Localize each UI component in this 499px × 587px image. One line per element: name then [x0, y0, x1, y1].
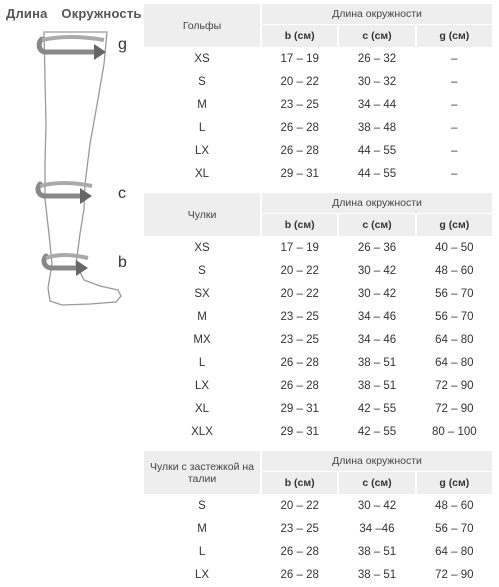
column-header: c (см) [339, 25, 414, 47]
measure-cell: 64 – 80 [435, 334, 474, 346]
length-label: Длина [6, 6, 48, 21]
measure-cell: 23 – 25 [280, 523, 319, 535]
table-row [144, 94, 492, 116]
diagram-header [6, 6, 142, 21]
size-cell: S [198, 76, 206, 88]
measure-cell: 48 – 60 [435, 265, 474, 277]
size-cell: XS [194, 53, 210, 65]
table-row [144, 163, 492, 185]
table-row [144, 398, 492, 420]
table-row [144, 421, 492, 443]
measure-cell: 56 – 70 [435, 288, 474, 300]
measure-cell: 42 – 55 [357, 426, 397, 438]
group-name: Гольфы [144, 4, 260, 47]
measure-cell: 26 – 28 [280, 357, 319, 369]
table-row [144, 117, 492, 139]
size-cell: LX [194, 380, 210, 392]
table-row [144, 518, 492, 540]
measure-cell: 26 – 28 [280, 569, 319, 581]
measure-cell: 40 – 50 [435, 242, 474, 254]
measure-cell: 64 – 80 [435, 546, 474, 558]
measure-cell: 26 – 32 [357, 53, 397, 65]
group-title: Длина окружности [262, 451, 492, 471]
size-cell: XL [194, 403, 210, 415]
table-row [144, 375, 492, 397]
group-header-row [144, 4, 492, 24]
measure-cell: 29 – 31 [280, 168, 319, 180]
measure-cell: 26 – 36 [357, 242, 397, 254]
table-row [144, 48, 492, 70]
table-row [144, 260, 492, 282]
table-row [144, 352, 492, 374]
size-cell: M [197, 99, 207, 111]
label-b: b [118, 254, 127, 271]
table-row [144, 71, 492, 93]
column-header: b (см) [262, 214, 337, 236]
group-name: Чулки [144, 193, 260, 236]
size-cell: XL [194, 168, 210, 180]
measure-cell: 30 – 42 [357, 500, 397, 512]
group-separator [144, 186, 492, 192]
circumference-label: Окружность [61, 6, 142, 21]
measure-cell: 34 – 46 [357, 334, 397, 346]
group-header-row [144, 451, 492, 471]
measure-cell: 26 – 28 [280, 546, 319, 558]
measure-cell: 72 – 90 [435, 380, 474, 392]
size-cell: MX [193, 334, 211, 346]
column-header: b (см) [262, 25, 337, 47]
leg-diagram [0, 24, 135, 314]
group-header-row [144, 193, 492, 213]
column-header: g (см) [417, 25, 492, 47]
measure-cell: 30 – 42 [357, 288, 397, 300]
measure-cell: 30 – 32 [357, 76, 397, 88]
column-header: c (см) [339, 472, 414, 494]
measure-cell: 20 – 22 [280, 265, 319, 277]
size-cell: LX [194, 569, 210, 581]
measure-cell: – [451, 99, 458, 111]
measure-cell: 72 – 90 [435, 403, 474, 415]
measure-cell: – [451, 122, 458, 134]
measure-cell: – [451, 53, 458, 65]
measure-cell: – [451, 145, 458, 157]
measure-cell: 20 – 22 [280, 288, 319, 300]
size-cell: XS [194, 242, 210, 254]
measure-cell: 44 – 55 [357, 168, 397, 180]
measure-cell: 72 – 90 [435, 569, 474, 581]
table-row [144, 329, 492, 351]
measure-cell: 23 – 25 [280, 99, 319, 111]
measure-cell: 38 – 48 [357, 122, 397, 134]
column-header: b (см) [262, 472, 337, 494]
size-cell: M [197, 311, 207, 323]
label-g: g [118, 36, 127, 53]
size-table [142, 3, 494, 587]
measure-cell: 38 – 51 [357, 380, 397, 392]
column-header: c (см) [339, 214, 414, 236]
measure-cell: 56 – 70 [435, 523, 474, 535]
measure-cell: 38 – 51 [357, 546, 397, 558]
measure-cell: 38 – 51 [357, 357, 397, 369]
label-c: c [118, 185, 126, 202]
size-cell: L [198, 357, 206, 369]
measure-cell: 34 – 46 [357, 311, 397, 323]
table-row [144, 237, 492, 259]
size-cell: S [198, 265, 206, 277]
table-row [144, 495, 492, 517]
measure-cell: 38 – 51 [357, 569, 397, 581]
table-row [144, 541, 492, 563]
leg-outline [44, 32, 121, 305]
group-title: Длина окружности [262, 193, 492, 213]
group-title: Длина окружности [262, 4, 492, 24]
table-row [144, 140, 492, 162]
measure-cell: 20 – 22 [280, 76, 319, 88]
measure-cell: 56 – 70 [435, 311, 474, 323]
measure-cell: 48 – 60 [435, 500, 474, 512]
measure-cell: 26 – 28 [280, 380, 319, 392]
group-name: Чулки с застежкой на талии [144, 451, 260, 494]
measure-cell: – [451, 76, 458, 88]
measure-cell: 26 – 28 [280, 122, 319, 134]
measure-cell: 17 – 19 [280, 242, 319, 254]
size-cell: LX [194, 145, 210, 157]
measure-cell: 80 – 100 [431, 426, 477, 438]
size-cell: SX [194, 288, 210, 300]
size-cell: XLX [191, 426, 213, 438]
measure-cell: 20 – 22 [280, 500, 319, 512]
column-header: g (см) [417, 214, 492, 236]
table-row [144, 283, 492, 305]
measure-cell: 44 – 55 [357, 145, 397, 157]
column-header: g (см) [417, 472, 492, 494]
size-cell: S [198, 500, 206, 512]
measure-cell: 34 –46 [359, 523, 395, 535]
measure-cell: 42 – 55 [357, 403, 397, 415]
measure-cell: 26 – 28 [280, 145, 319, 157]
measure-cell: 17 – 19 [280, 53, 319, 65]
measure-cell: 23 – 25 [280, 311, 319, 323]
size-cell: L [198, 122, 206, 134]
measure-cell: 29 – 31 [280, 426, 319, 438]
size-cell: M [197, 523, 207, 535]
measure-cell: 64 – 80 [435, 357, 474, 369]
table-row [144, 564, 492, 586]
measure-cell: 29 – 31 [280, 403, 319, 415]
measure-cell: – [451, 168, 458, 180]
measure-cell: 34 – 44 [357, 99, 397, 111]
table-row [144, 306, 492, 328]
measure-cell: 30 – 42 [357, 265, 397, 277]
measure-cell: 23 – 25 [280, 334, 319, 346]
size-cell: L [198, 546, 206, 558]
group-separator [144, 444, 492, 450]
